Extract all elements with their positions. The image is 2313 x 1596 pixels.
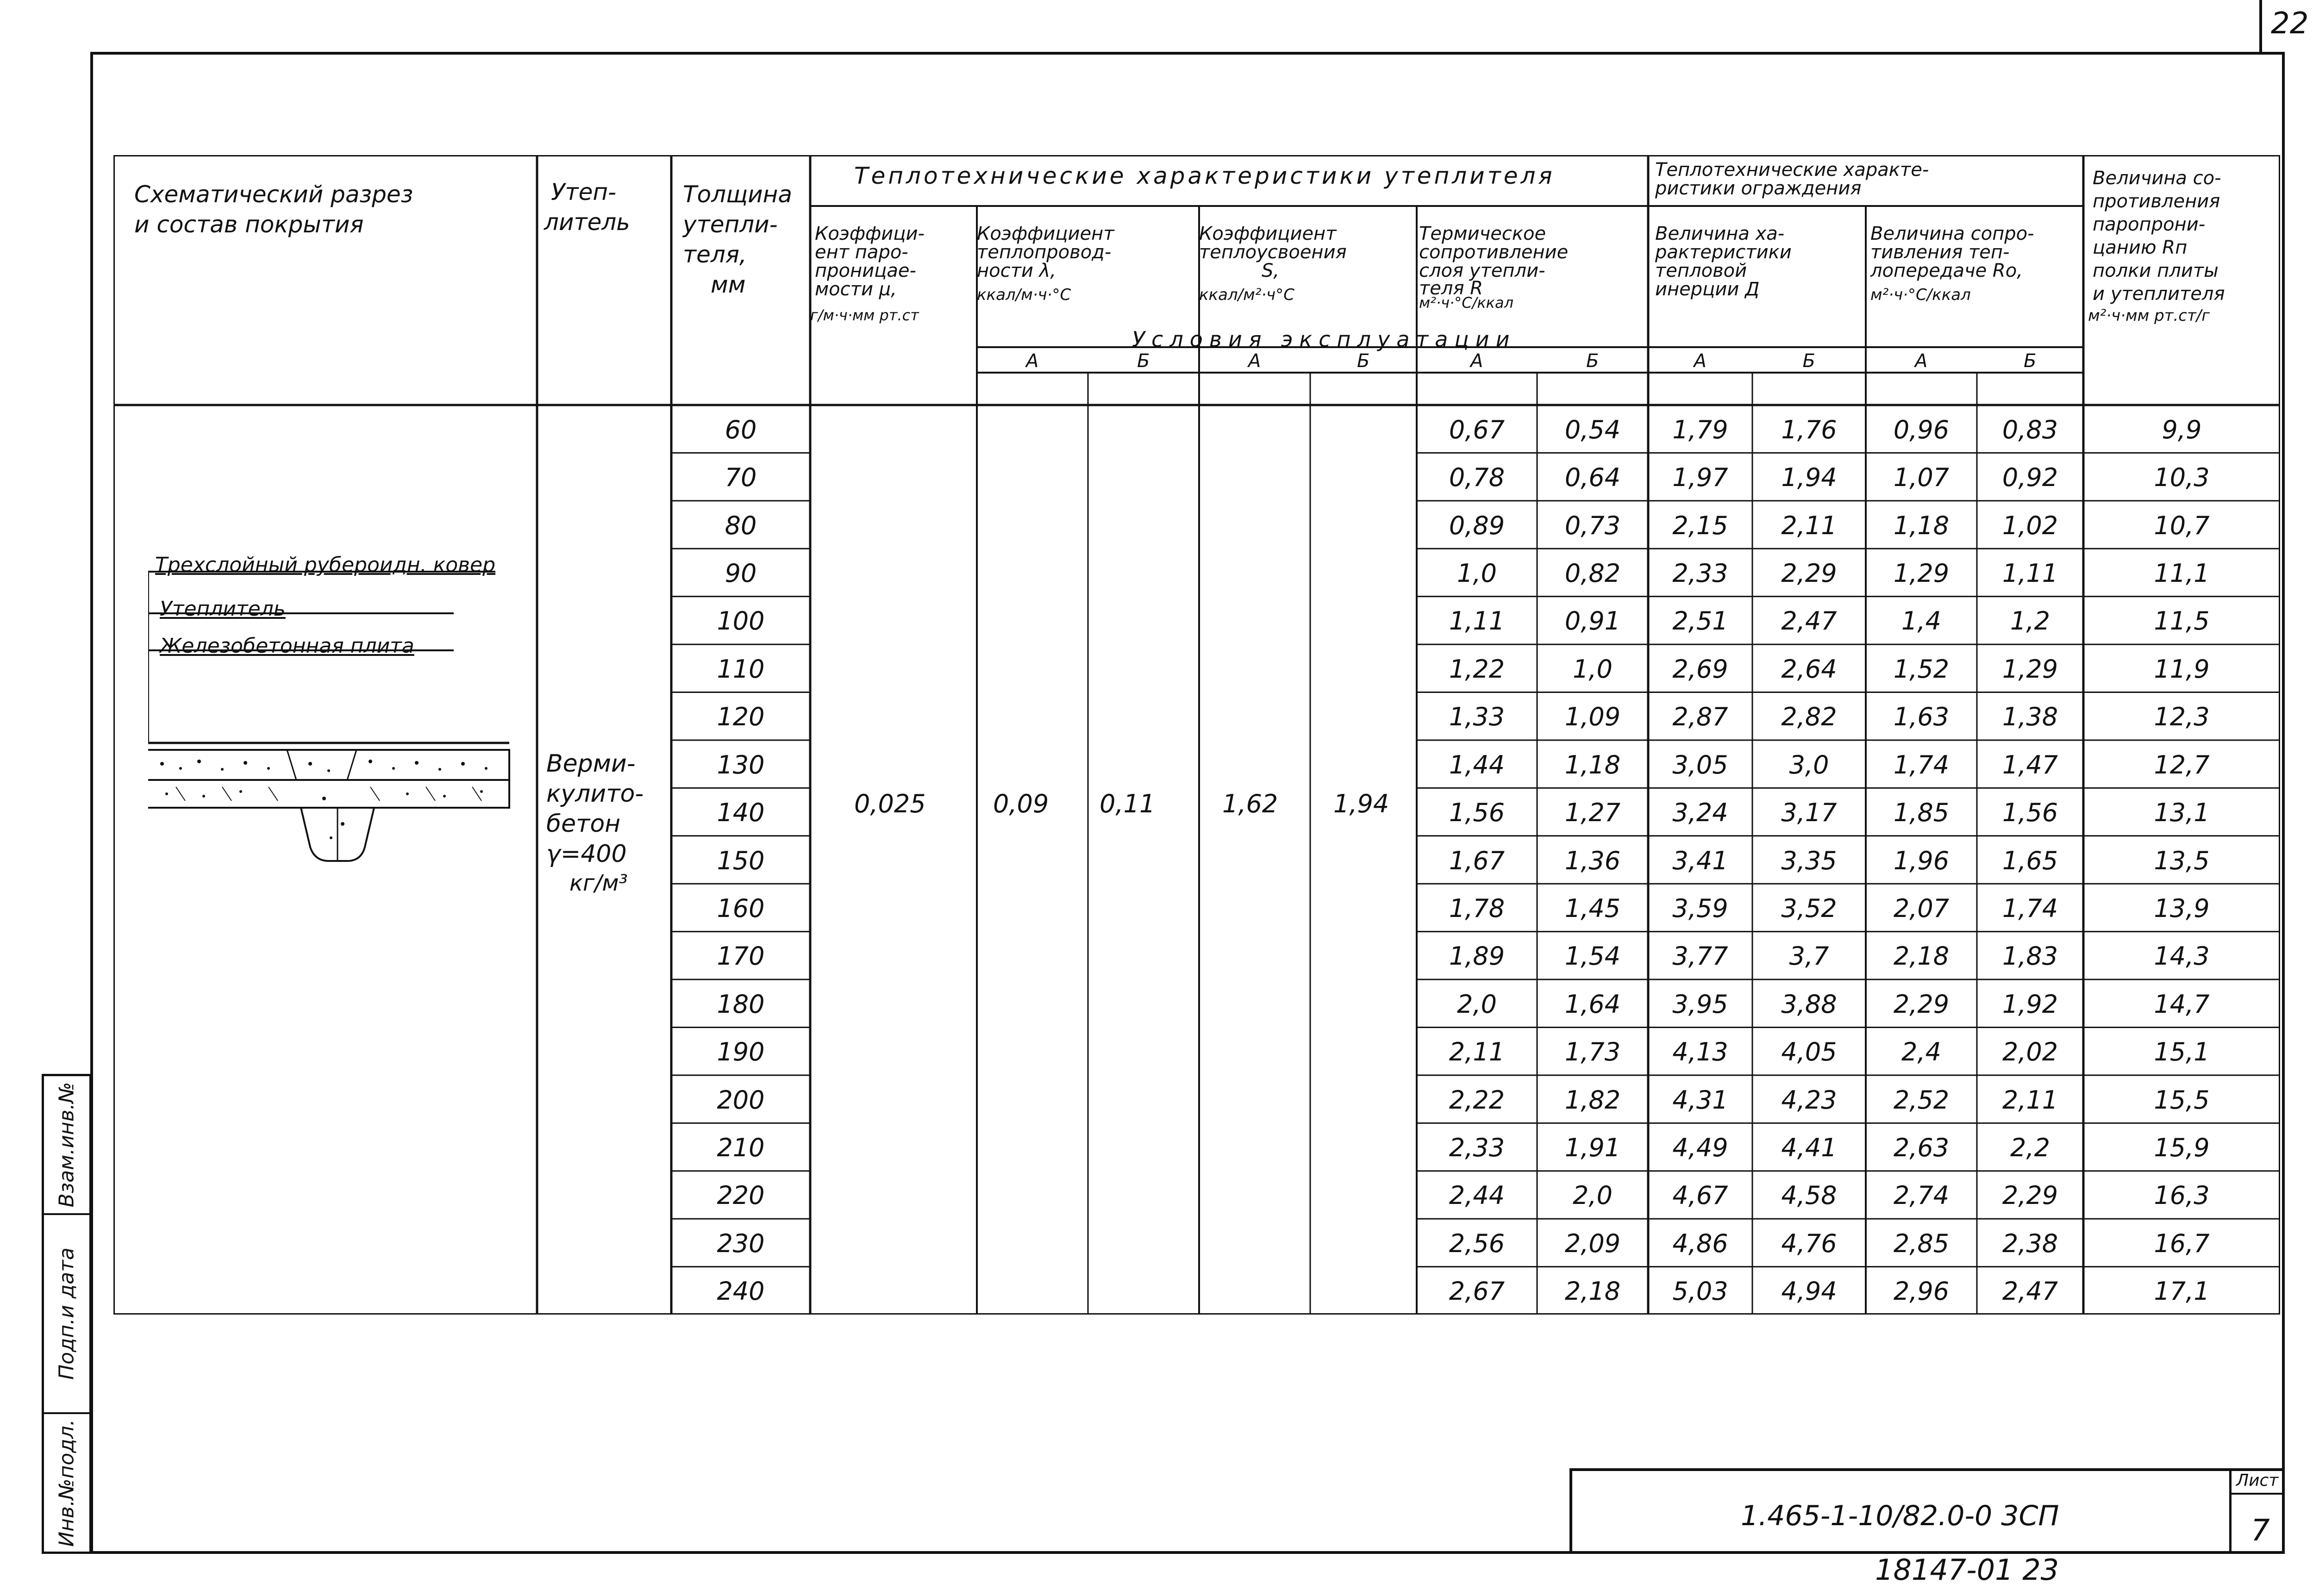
value-cell: 2,38 (2002, 1228, 2058, 1258)
value-cell: 13,9 (2154, 893, 2210, 923)
value-cell: 4,94 (1781, 1277, 1837, 1306)
value-cell: 2,96 (1893, 1277, 1950, 1306)
value-cell: 1,94 (1781, 463, 1837, 493)
value-cell: 13,5 (2154, 846, 2210, 875)
value-cell: 12,7 (2154, 750, 2210, 779)
strip-text-sign: Подп.и дата (55, 1247, 79, 1380)
value-cell: 2,51 (1672, 606, 1728, 636)
value-cell: 2,52 (1893, 1085, 1950, 1115)
value-cell: 2,33 (1672, 558, 1728, 588)
document-code: 1.465-1-10/82.0-0 3СП (1741, 1500, 2059, 1532)
thickness-cell: 160 (717, 893, 765, 923)
value-cell: 1,29 (2002, 654, 2058, 684)
value-cell: 1,65 (2002, 846, 2058, 875)
value-cell: 3,7 (1789, 941, 1829, 971)
value-cell: 1,85 (1893, 798, 1950, 828)
value-cell: 2,64 (1781, 654, 1837, 684)
value-cell: 1,11 (2002, 558, 2058, 588)
material-line2: кулито- (546, 780, 644, 808)
header-group-enclosure-line2: ристики ограждения (1655, 178, 1862, 199)
value-cell: 3,35 (1781, 846, 1837, 875)
value-cell: 2,2 (2010, 1133, 2050, 1163)
value-cell: 15,1 (2154, 1037, 2210, 1067)
condition-a-label: А (1470, 350, 1483, 372)
value-cell: 1,0 (1457, 558, 1497, 588)
header-insulation-line2: литель (544, 209, 630, 236)
header-heat-transfer-line2: тивления теп- (1870, 242, 2010, 263)
header-group-enclosure-line1: Теплотехнические характе- (1655, 159, 1929, 181)
value-vapor-permeability: 0,025 (854, 789, 926, 818)
header-thickness-line3: теля, (683, 241, 747, 268)
value-cell: 1,18 (1893, 511, 1950, 540)
value-cell: 1,76 (1781, 415, 1837, 444)
value-cell: 16,3 (2154, 1181, 2210, 1210)
value-cell: 4,67 (1672, 1181, 1728, 1210)
page-number-top: 22 (2271, 6, 2309, 41)
value-cell: 2,82 (1781, 702, 1837, 732)
value-cell: 0,73 (1564, 511, 1621, 540)
value-cell: 1,79 (1672, 415, 1728, 444)
strip-cell-replace (44, 1076, 89, 1215)
value-cell: 14,3 (2154, 941, 2210, 971)
header-resistance-unit: м²·ч·мм рт.ст/г (2088, 306, 2210, 325)
header-schematic-line2: и состав покрытия (134, 211, 364, 238)
value-cell: 1,22 (1449, 654, 1505, 684)
header-conditions: Условия эксплуатации (1132, 327, 1516, 352)
header-thickness-line1: Толщина (683, 181, 793, 208)
value-cell: 1,92 (2002, 989, 2058, 1019)
thickness-cell: 110 (717, 654, 765, 684)
value-cell: 1,64 (1564, 989, 1621, 1019)
condition-b-label: Б (1586, 350, 1599, 372)
header-insulation-line1: Утеп- (551, 179, 617, 206)
value-cell: 2,29 (1781, 558, 1837, 588)
value-cell: 0,96 (1893, 415, 1950, 444)
drawing-label-insulation: Утеплитель (160, 597, 286, 621)
value-cell: 15,5 (2154, 1085, 2210, 1115)
header-resistance-line5: полки плиты (2093, 260, 2219, 281)
header-thermal-resistance-unit: м²·ч·°С/ккал (1419, 294, 1514, 312)
value-cell: 11,9 (2154, 654, 2210, 684)
value-cell: 3,88 (1781, 989, 1837, 1019)
value-cell: 4,41 (1781, 1133, 1837, 1163)
value-cell: 1,78 (1449, 893, 1505, 923)
strip-text-inventory: Инв.№подл. (55, 1419, 79, 1547)
header-absorption-line2: теплоусвоения (1199, 242, 1347, 263)
thickness-cell: 130 (717, 750, 765, 779)
value-cell: 2,0 (1573, 1181, 1613, 1210)
header-heat-transfer-unit: м²·ч·°С/ккал (1870, 286, 1971, 304)
value-cell: 2,02 (2002, 1037, 2058, 1067)
condition-a-label: А (1248, 350, 1261, 372)
value-cell: 0,92 (2002, 463, 2058, 493)
header-heat-transfer-line1: Величина сопро- (1870, 223, 2034, 244)
value-cell: 0,82 (1564, 558, 1621, 588)
thickness-cell: 140 (717, 798, 765, 828)
value-cell: 3,77 (1672, 941, 1728, 971)
value-cell: 1,0 (1573, 654, 1613, 684)
header-thickness-line4: мм (711, 271, 746, 298)
value-cell: 1,07 (1893, 463, 1950, 493)
value-cell: 2,15 (1672, 511, 1728, 540)
value-cell: 1,11 (1449, 606, 1505, 636)
value-cell: 4,23 (1781, 1085, 1837, 1115)
thickness-cell: 170 (717, 941, 765, 971)
drawing-label-slab: Железобетонная плита (160, 634, 414, 658)
value-s-a: 1,62 (1222, 789, 1278, 818)
value-cell: 1,33 (1449, 702, 1505, 732)
value-cell: 9,9 (2162, 415, 2202, 444)
value-cell: 2,56 (1449, 1228, 1505, 1258)
value-cell: 0,64 (1564, 463, 1621, 493)
header-conductivity-line3: ности λ, (977, 260, 1056, 281)
value-cell: 2,47 (1781, 606, 1837, 636)
value-cell: 1,47 (2002, 750, 2058, 779)
value-cell: 11,1 (2154, 558, 2210, 588)
value-cell: 2,18 (1564, 1277, 1621, 1306)
header-thermal-resistance-line4: теля R (1419, 278, 1483, 299)
condition-b-label: Б (1137, 350, 1150, 372)
value-cell: 1,38 (2002, 702, 2058, 732)
value-cell: 11,5 (2154, 606, 2210, 636)
condition-b-label: Б (1357, 350, 1370, 372)
value-cell: 5,03 (1672, 1277, 1728, 1306)
header-conductivity-line1: Коэффициент (977, 223, 1114, 244)
header-absorption-line3: S, (1262, 260, 1280, 281)
header-resistance-line2: противления (2093, 191, 2220, 212)
header-thermal-resistance-line3: слоя утепли- (1419, 260, 1545, 281)
value-cell: 10,7 (2154, 511, 2210, 540)
value-cell: 13,1 (2154, 798, 2210, 828)
header-thickness-line2: утепли- (683, 211, 778, 238)
value-cell: 16,7 (2154, 1228, 2210, 1258)
strip-cell-inventory (44, 1414, 89, 1552)
strip-text-replace: Взам.инв.№ (55, 1082, 79, 1208)
value-cell: 1,83 (2002, 941, 2058, 971)
value-cell: 1,4 (1901, 606, 1941, 636)
thickness-cell: 200 (717, 1085, 765, 1115)
value-cell: 1,2 (2010, 606, 2050, 636)
value-cell: 4,31 (1672, 1085, 1728, 1115)
value-cell: 2,63 (1893, 1133, 1950, 1163)
thickness-cell: 80 (725, 511, 757, 540)
value-cell: 2,85 (1893, 1228, 1950, 1258)
header-vapor-line2: ент паро- (815, 242, 908, 263)
value-cell: 1,54 (1564, 941, 1621, 971)
header-vapor-line1: Коэффици- (815, 223, 925, 244)
header-absorption-unit: ккал/м²·ч°С (1199, 286, 1295, 304)
value-cell: 3,52 (1781, 893, 1837, 923)
value-cell: 4,86 (1672, 1228, 1728, 1258)
header-vapor-line3: проницае- (815, 260, 916, 281)
header-thermal-resistance-line1: Термическое (1419, 223, 1546, 244)
value-s-b: 1,94 (1333, 789, 1389, 818)
value-cell: 17,1 (2154, 1277, 2210, 1306)
material-line1: Верми- (546, 750, 636, 778)
value-cell: 2,47 (2002, 1277, 2058, 1306)
header-vapor-unit: г/м·ч·мм рт.ст (810, 306, 919, 324)
header-resistance-line4: цанию Rп (2093, 237, 2188, 258)
value-cell: 14,7 (2154, 989, 2210, 1019)
roof-section-drawing (148, 528, 528, 889)
value-cell: 2,11 (2002, 1085, 2058, 1115)
header-inertia-line2: рактеристики (1655, 242, 1792, 263)
value-cell: 1,97 (1672, 463, 1728, 493)
value-cell: 3,24 (1672, 798, 1728, 828)
condition-a-label: А (1915, 350, 1928, 372)
header-inertia-line3: тепловой (1655, 260, 1747, 281)
value-cell: 1,89 (1449, 941, 1505, 971)
value-cell: 2,67 (1449, 1277, 1505, 1306)
value-cell: 2,29 (1893, 989, 1950, 1019)
value-cell: 3,41 (1672, 846, 1728, 875)
condition-a-label: А (1694, 350, 1707, 372)
sheet-box-divider (2229, 1493, 2285, 1495)
value-cell: 2,11 (1781, 511, 1837, 540)
value-cell: 3,0 (1789, 750, 1829, 779)
value-cell: 4,13 (1672, 1037, 1728, 1067)
value-cell: 2,44 (1449, 1181, 1505, 1210)
value-cell: 2,07 (1893, 893, 1950, 923)
value-cell: 3,05 (1672, 750, 1728, 779)
value-cell: 2,69 (1672, 654, 1728, 684)
condition-a-label: А (1026, 350, 1039, 372)
value-cell: 4,76 (1781, 1228, 1837, 1258)
value-cell: 10,3 (2154, 463, 2210, 493)
value-cell: 2,11 (1449, 1037, 1505, 1067)
value-cell: 1,96 (1893, 846, 1950, 875)
value-cell: 1,44 (1449, 750, 1505, 779)
value-cell: 1,09 (1564, 702, 1621, 732)
thickness-cell: 180 (717, 989, 765, 1019)
value-cell: 3,59 (1672, 893, 1728, 923)
value-cell: 2,33 (1449, 1133, 1505, 1163)
header-resistance-line1: Величина со- (2093, 168, 2221, 189)
header-inertia-line4: инерции Д (1655, 279, 1760, 300)
value-cell: 2,22 (1449, 1085, 1505, 1115)
sheet-label: Лист (2236, 1471, 2279, 1490)
thickness-cell: 90 (725, 558, 757, 588)
value-cell: 0,89 (1449, 511, 1505, 540)
header-resistance-line6: и утеплителя (2093, 283, 2225, 305)
header-vapor-line4: мости μ, (815, 279, 897, 300)
value-lambda-b: 0,11 (1100, 789, 1156, 818)
value-cell: 1,91 (1564, 1133, 1621, 1163)
thickness-cell: 120 (717, 702, 765, 732)
value-cell: 2,4 (1901, 1037, 1941, 1067)
value-cell: 1,52 (1893, 654, 1950, 684)
value-cell: 1,36 (1564, 846, 1621, 875)
value-cell: 3,95 (1672, 989, 1728, 1019)
value-cell: 0,54 (1564, 415, 1621, 444)
value-cell: 1,73 (1564, 1037, 1621, 1067)
header-group-insulator: Теплотехнические характеристики утеплителя (854, 162, 1555, 189)
value-cell: 1,67 (1449, 846, 1505, 875)
thickness-cell: 190 (717, 1037, 765, 1067)
value-cell: 2,09 (1564, 1228, 1621, 1258)
drawing-label-roofing: Трехслойный рубероидн. ковер (155, 553, 496, 577)
header-inertia-line1: Величина ха- (1655, 223, 1785, 244)
header-thermal-resistance-line2: сопротивление (1419, 242, 1569, 263)
value-cell: 1,74 (2002, 893, 2058, 923)
value-cell: 0,67 (1449, 415, 1505, 444)
header-conductivity-unit: ккал/м·ч·°С (977, 286, 1071, 304)
value-cell: 1,56 (2002, 798, 2058, 828)
thickness-cell: 100 (717, 606, 765, 636)
value-cell: 15,9 (2154, 1133, 2210, 1163)
value-cell: 0,91 (1564, 606, 1621, 636)
material-density: γ=400 (546, 840, 627, 868)
thickness-cell: 210 (717, 1133, 765, 1163)
value-cell: 2,87 (1672, 702, 1728, 732)
strip-cell-sign (44, 1215, 89, 1414)
thickness-cell: 230 (717, 1228, 765, 1258)
thickness-cell: 240 (717, 1277, 765, 1306)
value-cell: 0,83 (2002, 415, 2058, 444)
thickness-cell: 150 (717, 846, 765, 875)
material-density-unit: кг/м³ (569, 870, 628, 896)
material-line3: бетон (546, 810, 621, 838)
value-cell: 2,18 (1893, 941, 1950, 971)
value-cell: 1,63 (1893, 702, 1950, 732)
thickness-cell: 220 (717, 1181, 765, 1210)
value-cell: 1,74 (1893, 750, 1950, 779)
archive-number: 18147-01 23 (1875, 1553, 2059, 1587)
value-cell: 12,3 (2154, 702, 2210, 732)
value-cell: 2,74 (1893, 1181, 1950, 1210)
header-heat-transfer-line3: лопередаче Ro, (1870, 260, 2023, 281)
value-cell: 1,56 (1449, 798, 1505, 828)
value-cell: 1,82 (1564, 1085, 1621, 1115)
value-cell: 1,02 (2002, 511, 2058, 540)
value-lambda-a: 0,09 (993, 789, 1049, 818)
header-absorption-line1: Коэффициент (1199, 223, 1337, 244)
value-cell: 4,05 (1781, 1037, 1837, 1067)
header-resistance-line3: паропрони- (2093, 214, 2206, 235)
thickness-cell: 70 (725, 463, 757, 493)
header-conductivity-line2: теплопровод- (977, 242, 1112, 263)
header-schematic-line1: Схематический разрез (134, 181, 413, 208)
left-stamp-strip (42, 1074, 92, 1554)
value-cell: 4,49 (1672, 1133, 1728, 1163)
value-cell: 4,58 (1781, 1181, 1837, 1210)
value-cell: 0,78 (1449, 463, 1505, 493)
sheet-number: 7 (2251, 1514, 2270, 1548)
value-cell: 1,18 (1564, 750, 1621, 779)
condition-b-label: Б (1802, 350, 1815, 372)
value-cell: 2,29 (2002, 1181, 2058, 1210)
condition-b-label: Б (2024, 350, 2037, 372)
value-cell: 1,27 (1564, 798, 1621, 828)
value-cell: 1,45 (1564, 893, 1621, 923)
thickness-cell: 60 (725, 415, 757, 444)
value-cell: 1,29 (1893, 558, 1950, 588)
value-cell: 3,17 (1781, 798, 1837, 828)
value-cell: 2,0 (1457, 989, 1497, 1019)
